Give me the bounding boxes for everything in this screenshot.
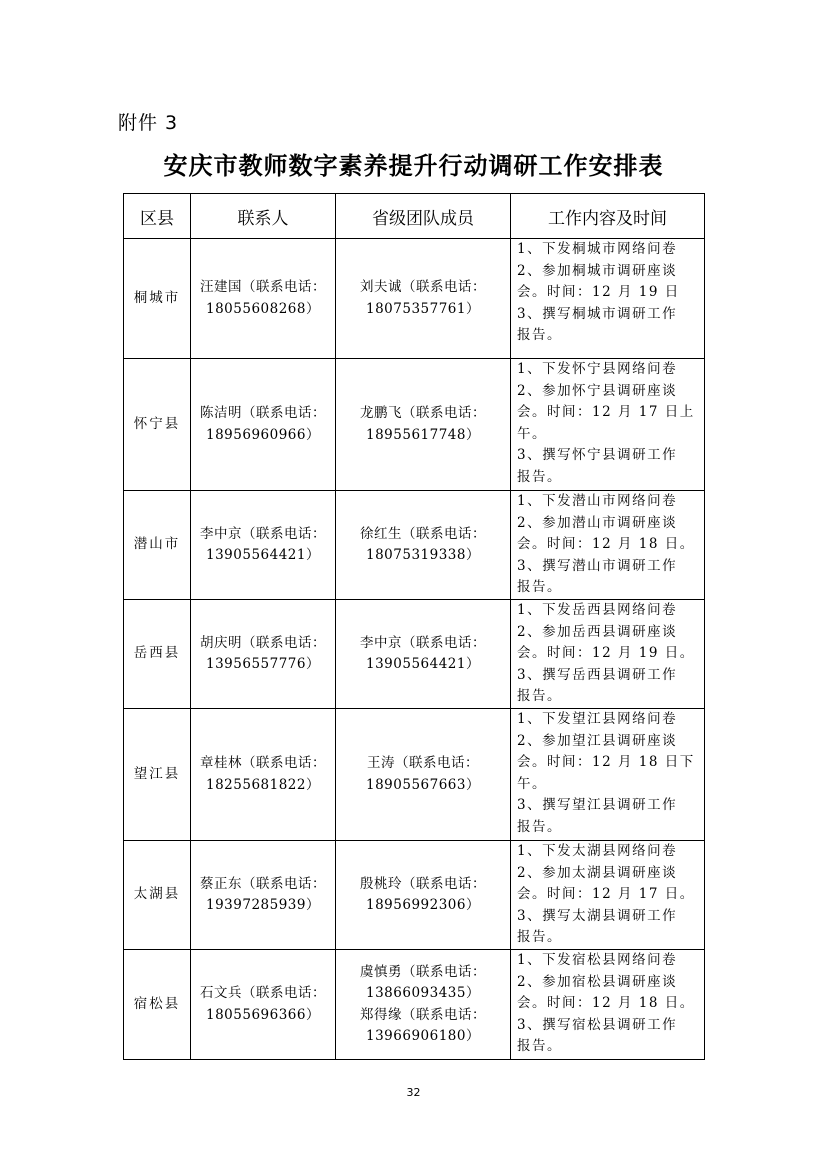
table-row [124,600,705,709]
cell-team-members [336,359,511,491]
cell-work-content [511,359,705,491]
attachment-label: 附件 3 [118,112,179,134]
work-line: 2、参加望江县调研座谈 [517,732,678,749]
header-work-content: 工作内容及时间 [511,194,705,239]
team-member: 刘夫诚（联系电话：18075357761） [360,279,486,317]
cell-county: 太湖县 [124,841,191,950]
work-line: 会。时间：12 月 17 日上 [517,404,695,420]
cell-county: 潜山市 [124,491,191,600]
cell-contact: 胡庆明（联系电话：13956557776） [191,600,336,709]
cell-contact: 陈洁明（联系电话：18956960966） [191,359,336,491]
table-row [124,491,705,600]
cell-county: 桐城市 [124,239,191,359]
work-line: 报告。 [517,468,562,485]
work-line: 会。时间：12 月 18 日下 [517,754,695,770]
work-line: 1、下发潜山市网络问卷 [517,493,678,509]
work-line: 2、参加潜山市调研座谈 [517,514,678,531]
cell-contact: 汪建国（联系电话：18055608268） [191,239,336,359]
page-number: 32 [406,1086,421,1099]
work-line: 1、下发桐城市网络问卷 [517,241,678,257]
cell-work-content [511,709,705,841]
work-line: 1、下发太湖县网络问卷 [517,843,678,859]
cell-work-content [511,841,705,950]
work-line: 2、参加怀宁县调研座谈 [517,382,678,399]
cell-work-content [511,950,705,1060]
cell-team-members [336,491,511,600]
work-line: 2、参加岳西县调研座谈 [517,623,678,640]
team-member: 虞慎勇（联系电话：13866093435） [360,963,486,1001]
work-line: 3、撰写岳西县调研工作 [517,666,678,683]
header-team-members: 省级团队成员 [336,194,511,239]
cell-team-members [336,950,511,1060]
work-line: 报告。 [517,818,562,835]
work-line: 2、参加宿松县调研座谈 [517,973,678,990]
cell-county: 怀宁县 [124,359,191,491]
cell-team-members [336,841,511,950]
page-title: 安庆市教师数字素养提升行动调研工作安排表 [163,151,664,180]
cell-contact: 李中京（联系电话：13905564421） [191,491,336,600]
cell-contact: 石文兵（联系电话：18055696366） [191,950,336,1060]
table-row [124,239,705,359]
work-line: 会。时间：12 月 19 日 [517,284,680,300]
team-member: 徐红生（联系电话：18075319338） [360,525,486,563]
team-member: 龙鹏飞（联系电话：18955617748） [360,405,486,443]
work-line: 3、撰写太湖县调研工作 [517,907,678,924]
work-line: 报告。 [517,327,562,343]
header-county: 区县 [124,194,191,239]
work-line: 会。时间：12 月 18 日。 [517,995,695,1011]
header-contact: 联系人 [191,194,336,239]
work-line: 3、撰写怀宁县调研工作 [517,447,678,463]
work-line: 会。时间：12 月 17 日。 [517,886,695,902]
team-member: 李中京（联系电话：13905564421） [360,634,486,672]
work-line: 报告。 [517,579,562,595]
cell-work-content [511,600,705,709]
work-line: 会。时间：12 月 18 日。 [517,536,695,552]
table-row [124,709,705,841]
table-row [124,950,705,1060]
work-line: 会。时间：12 月 19 日。 [517,645,695,661]
work-line: 报告。 [517,688,562,704]
work-line: 3、撰写宿松县调研工作 [517,1016,678,1033]
work-line: 报告。 [517,929,562,945]
table-row [124,359,705,491]
work-line: 午。 [517,425,547,442]
work-line: 3、撰写桐城市调研工作 [517,305,678,322]
schedule-table [123,193,705,1060]
cell-team-members [336,709,511,841]
work-line: 1、下发宿松县网络问卷 [517,952,678,968]
work-line: 报告。 [517,1038,562,1054]
cell-county: 岳西县 [124,600,191,709]
table-header-row [124,194,705,239]
team-member: 殷桃玲（联系电话：18956992306） [360,875,486,913]
cell-work-content [511,239,705,359]
cell-county: 望江县 [124,709,191,841]
work-line: 2、参加桐城市调研座谈 [517,262,678,279]
work-line: 1、下发岳西县网络问卷 [517,602,678,618]
work-line: 1、下发怀宁县网络问卷 [517,361,678,377]
table-row [124,841,705,950]
cell-team-members [336,239,511,359]
team-member: 郑得缘（联系电话：13966906180） [360,1006,486,1044]
team-member: 王涛（联系电话：18905567663） [366,755,480,793]
table-body [124,239,705,1060]
cell-contact: 章桂林（联系电话：18255681822） [191,709,336,841]
work-line: 3、撰写潜山市调研工作 [517,557,678,574]
cell-work-content [511,491,705,600]
work-line: 1、下发望江县网络问卷 [517,711,678,727]
cell-county: 宿松县 [124,950,191,1060]
cell-team-members [336,600,511,709]
cell-contact: 蔡正东（联系电话：19397285939） [191,841,336,950]
work-line: 2、参加太湖县调研座谈 [517,864,678,881]
work-line: 午。 [517,775,547,792]
work-line: 3、撰写望江县调研工作 [517,797,678,813]
